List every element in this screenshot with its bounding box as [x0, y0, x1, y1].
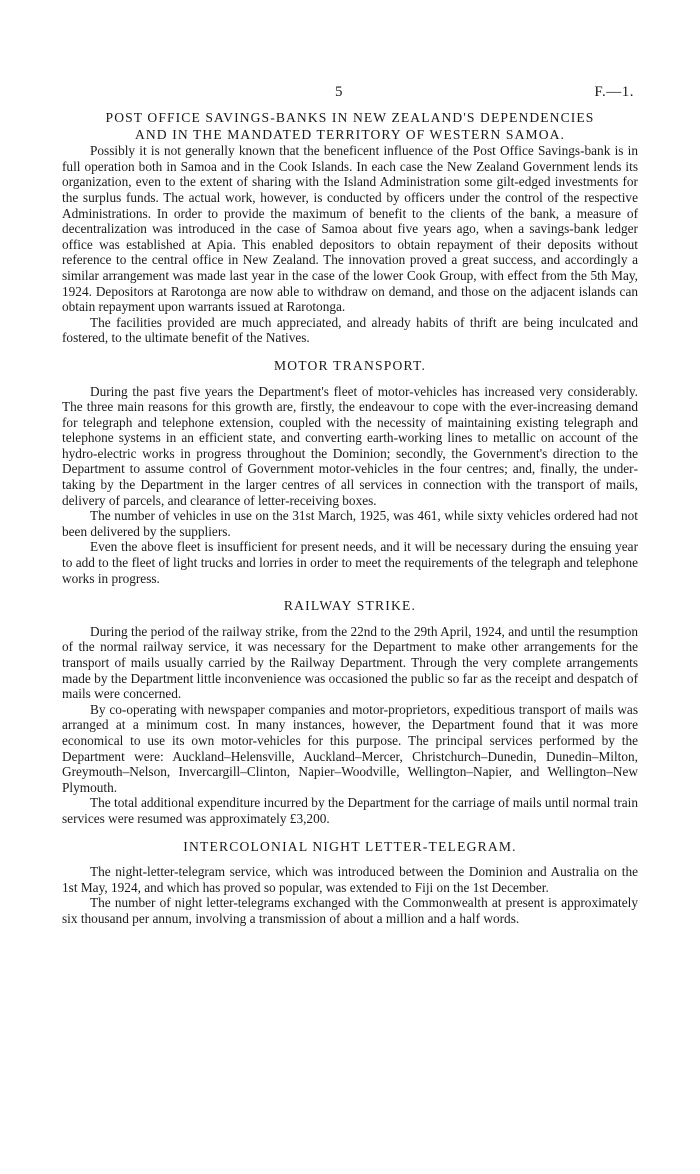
paragraph: The total additional expenditure incurred by the Department for the carriage of mails until normal train services were resumed was approximately £3,200.	[62, 795, 638, 826]
paragraph: During the period of the railway strike, from the 22nd to the 29th April, 1924, and until the resumption of the normal railway service, it was necessary for the Department to make other arrangements for the transport of mails usually carried by the Railway Department. Through the very complete arrangements made by the Department little inconvenience was occasioned the public so far as the receipt and despatch of mails were concerned.	[62, 623, 638, 702]
section-heading: INTERCOLONIAL NIGHT LETTER-TELEGRAM.	[183, 838, 517, 854]
section-heading: RAILWAY STRIKE.	[283, 598, 417, 614]
paragraph: The number of night letter-telegrams exchanged with the Commonwealth at present is approximately six thousand per annum, involving a transmission of about a million and a half words.	[62, 895, 638, 926]
section-heading-line: POST OFFICE SAVINGS-BANKS IN NEW ZEALAND'S DEPENDENCIES	[105, 110, 595, 125]
page-content	[62, 110, 638, 927]
section-heading-line: AND IN THE MANDATED TERRITORY OF WESTERN SAMOA.	[134, 126, 566, 142]
paragraph: Possibly it is not generally known that the beneficent influence of the Post Office Savings-bank is in full operation both in Samoa and in the Cook Islands. In each case the New Zealand Government lends its organization, even to the extent of sharing with the Island Administration some gilt-edged investments for the surplus funds. The actual work, however, is conducted by officers under the control of the respective Administrations. In order to provide the maximum of benefit to the clients of the bank, a measure of decentralization was introduced in the case of Samoa about five years ago, when a savings-bank ledger office was established at Apia. This enabled depositors to obtain repayment of their deposits without reference to the central office in New Zealand. The innovation proved a great success, and accordingly a similar arrangement was made last year in the case of the lower Cook Group, with effect from the 5th May, 1924. Depositors at Rarotonga are now able to withdraw on demand, and those on the adjacent islands can obtain repayment upon warrants issued at Rarotonga.	[62, 143, 638, 315]
section-savings-banks	[62, 110, 638, 346]
paragraph: During the past five years the Department's fleet of motor-vehicles has increased very considerably. The three main reasons for this growth are, firstly, the endeavour to cope with the ever-increasing demand for telegraph and telephone extension, coupled with the necessity of maintaining existing telegraph and telephone systems in an efficient state, and converting earth-working lines to metallic on account of the hydro-electric works in progress throughout the Dominion; secondly, the Government's direction to the Department to assume control of Government motor-vehicles in the four centres; and, finally, the undertaking by the Department in the larger centres of all services in connection with the transport of mails, delivery of parcels, and clearance of letter-receiving boxes.	[62, 383, 638, 508]
paragraph: Even the above fleet is insufficient for present needs, and it will be necessary during the ensuing year to add to the fleet of light trucks and lorries in order to meet the requirements of the telegraph and telephone works in progress.	[62, 539, 638, 586]
page-number: 5	[335, 84, 343, 100]
section-motor-transport	[62, 358, 638, 586]
paragraph: The number of vehicles in use on the 31st March, 1925, was 461, while sixty vehicles ordered had not been delivered by the suppliers.	[62, 508, 638, 539]
paragraph: The night-letter-telegram service, which was introduced between the Dominion and Australia on the 1st May, 1924, and which has proved so popular, was extended to Fiji on the 1st December.	[62, 864, 638, 895]
document-reference: F.—1.	[594, 84, 634, 100]
paragraph: The facilities provided are much appreciated, and already habits of thrift are being inculcated and fostered, to the ultimate benefit of the Natives.	[62, 314, 638, 346]
section-railway-strike	[62, 598, 638, 826]
section-heading: MOTOR TRANSPORT.	[273, 357, 427, 373]
section-night-letter-telegram	[62, 839, 638, 927]
paragraph: By co-operating with newspaper companies and motor-proprietors, expeditious transport of mails was arranged at a minimum cost. In many instances, however, the Department found that it was more economical to use its own motor-vehicles for this purpose. The principal services performed by the Department were: Auckland–Helensville, Auckland–Mercer, Christchurch–Dunedin, Dunedin–Milton, Greymouth–Nelson, Invercargill–Clinton, Napier–Woodville, Wellington–Napier, and Wellington–New Plymouth.	[62, 701, 638, 795]
